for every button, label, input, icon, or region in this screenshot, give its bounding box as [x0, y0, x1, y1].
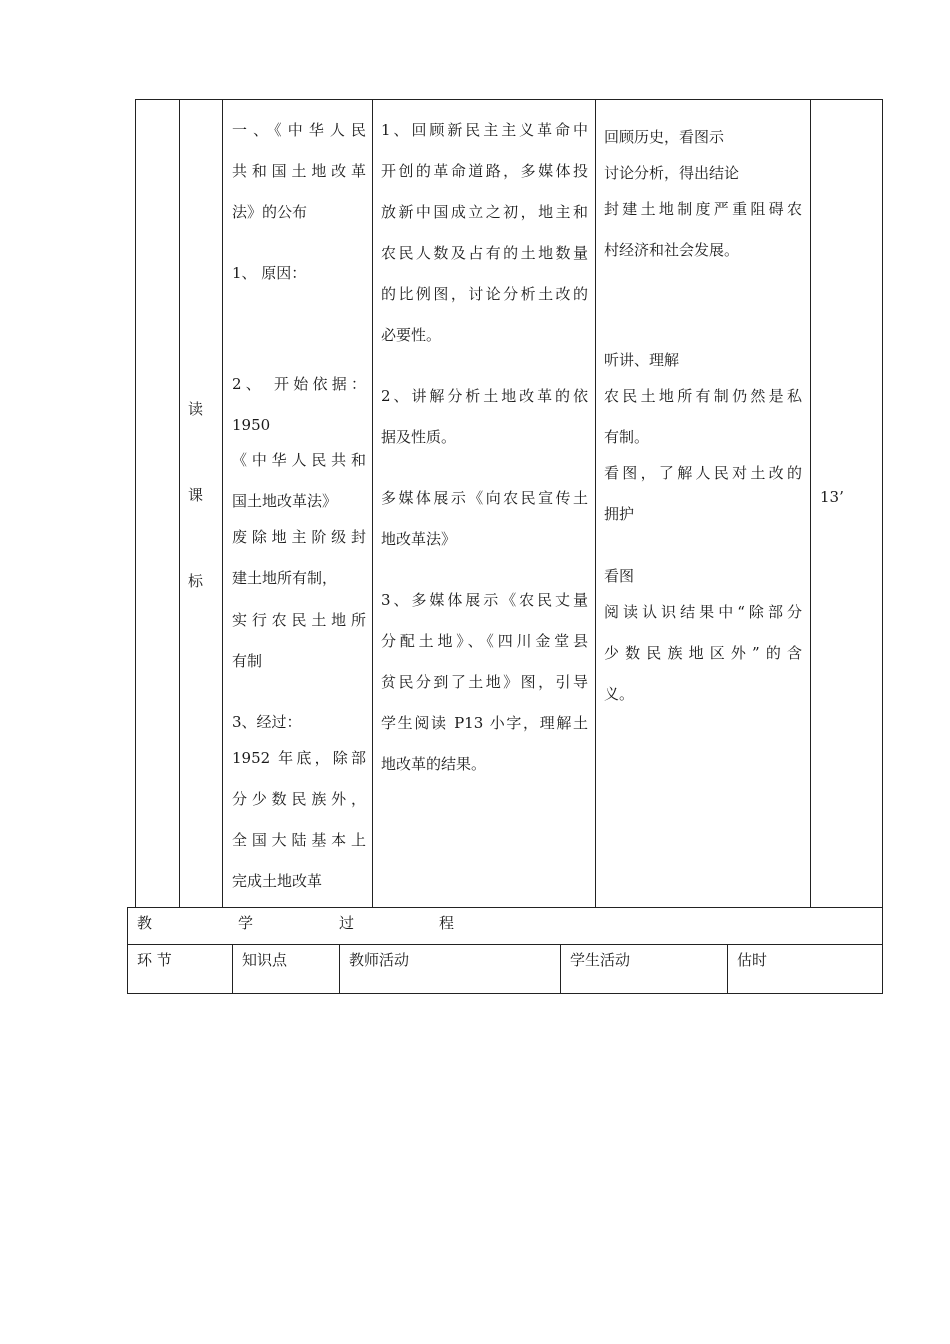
- student-activity-line: 农民土地所有制仍然是私: [604, 387, 802, 405]
- teacher-activity-line: 多媒体展示《向农民宣传土: [381, 489, 588, 507]
- time-estimate: 13’: [820, 488, 844, 506]
- knowledge-basis-line: 有制: [232, 652, 263, 670]
- section-label-char: 课: [188, 486, 204, 504]
- student-activity-line: 少数民族地区外”的含: [604, 644, 802, 662]
- knowledge-reason: 1、 原因：: [232, 264, 307, 282]
- teacher-activity-line: 必要性。: [381, 326, 442, 344]
- footer-col-divider-4: [727, 944, 728, 994]
- knowledge-title-line: 法》的公布: [232, 203, 308, 221]
- footer-row-divider: [127, 944, 883, 945]
- column-header-stage: 环 节: [137, 951, 172, 969]
- student-activity-line: 听讲、理解: [604, 351, 680, 369]
- table-col-divider-3: [372, 99, 373, 907]
- teacher-activity-line: 农民人数及占有的土地数量: [381, 244, 588, 262]
- knowledge-process-line: 全国大陆基本上: [232, 831, 366, 849]
- table-border-right: [882, 99, 883, 994]
- column-header-knowledge: 知识点: [242, 951, 288, 969]
- knowledge-title-line: 一、《中华人民: [232, 121, 366, 139]
- knowledge-process-label: 3、经过：: [232, 713, 302, 731]
- table-col-divider-5: [810, 99, 811, 907]
- knowledge-basis-label: 2、 开始依据：: [232, 375, 366, 393]
- knowledge-process-line: 分少数民族外，: [232, 790, 366, 808]
- teacher-activity-line: 分配土地》、《四川金堂县: [381, 632, 588, 650]
- table-col-divider-2: [222, 99, 223, 907]
- process-header-char: 教: [137, 914, 153, 932]
- teacher-activity-line: 学生阅读 P13 小字，理解土: [381, 714, 588, 732]
- table-border-top: [135, 99, 883, 100]
- student-activity-line: 回顾历史，看图示: [604, 128, 725, 146]
- process-header-char: 学: [238, 914, 254, 932]
- student-activity-line: 讨论分析，得出结论: [604, 164, 740, 182]
- knowledge-basis-line: 废除地主阶级封: [232, 528, 366, 546]
- footer-border-bottom: [127, 993, 883, 994]
- table-border-left: [135, 99, 136, 907]
- knowledge-process-line: 1952 年底，除部: [232, 749, 366, 767]
- student-activity-line: 拥护: [604, 505, 635, 523]
- teacher-activity-line: 地改革法》: [381, 530, 457, 548]
- column-header-estimate: 估时: [737, 951, 768, 969]
- footer-col-divider-3: [560, 944, 561, 994]
- footer-border-left: [127, 907, 128, 994]
- knowledge-title-line: 共和国土地改革: [232, 162, 366, 180]
- teacher-activity-line: 2、讲解分析土地改革的依: [381, 387, 588, 405]
- knowledge-basis-year: 1950: [232, 416, 271, 434]
- student-activity-line: 看图，了解人民对土改的: [604, 464, 802, 482]
- teacher-activity-line: 的比例图，讨论分析土改的: [381, 285, 588, 303]
- table-col-divider-1: [179, 99, 180, 907]
- column-header-student: 学生活动: [570, 951, 631, 969]
- knowledge-basis-line: 《中华人民共和: [232, 451, 366, 469]
- teacher-activity-line: 贫民分到了土地》图，引导: [381, 673, 588, 691]
- teacher-activity-line: 地改革的结果。: [381, 755, 487, 773]
- knowledge-basis-line: 实行农民土地所: [232, 611, 366, 629]
- teacher-activity-line: 3、多媒体展示《农民丈量: [381, 591, 588, 609]
- teacher-activity-line: 开创的革命道路，多媒体投: [381, 162, 588, 180]
- section-label-char: 标: [188, 572, 204, 590]
- process-header-char: 过: [339, 914, 355, 932]
- teacher-activity-line: 放新中国成立之初，地主和: [381, 203, 588, 221]
- section-label-char: 读: [188, 400, 204, 418]
- knowledge-process-line: 完成土地改革: [232, 872, 323, 890]
- student-activity-line: 阅读认识结果中“除部分: [604, 603, 802, 621]
- footer-border-top: [127, 907, 883, 908]
- teacher-activity-line: 1、回顾新民主主义革命中: [381, 121, 588, 139]
- process-header-char: 程: [439, 914, 455, 932]
- knowledge-basis-line: 国土地改革法》: [232, 492, 338, 510]
- footer-col-divider-1: [232, 944, 233, 994]
- student-activity-line: 村经济和社会发展。: [604, 241, 740, 259]
- teacher-activity-line: 据及性质。: [381, 428, 457, 446]
- column-header-teacher: 教师活动: [349, 951, 410, 969]
- student-activity-line: 有制。: [604, 428, 650, 446]
- student-activity-line: 看图: [604, 567, 635, 585]
- table-col-divider-4: [595, 99, 596, 907]
- footer-col-divider-2: [339, 944, 340, 994]
- student-activity-line: 封建土地制度严重阻碍农: [604, 200, 802, 218]
- knowledge-basis-line: 建土地所有制，: [232, 569, 338, 587]
- student-activity-line: 义。: [604, 685, 635, 703]
